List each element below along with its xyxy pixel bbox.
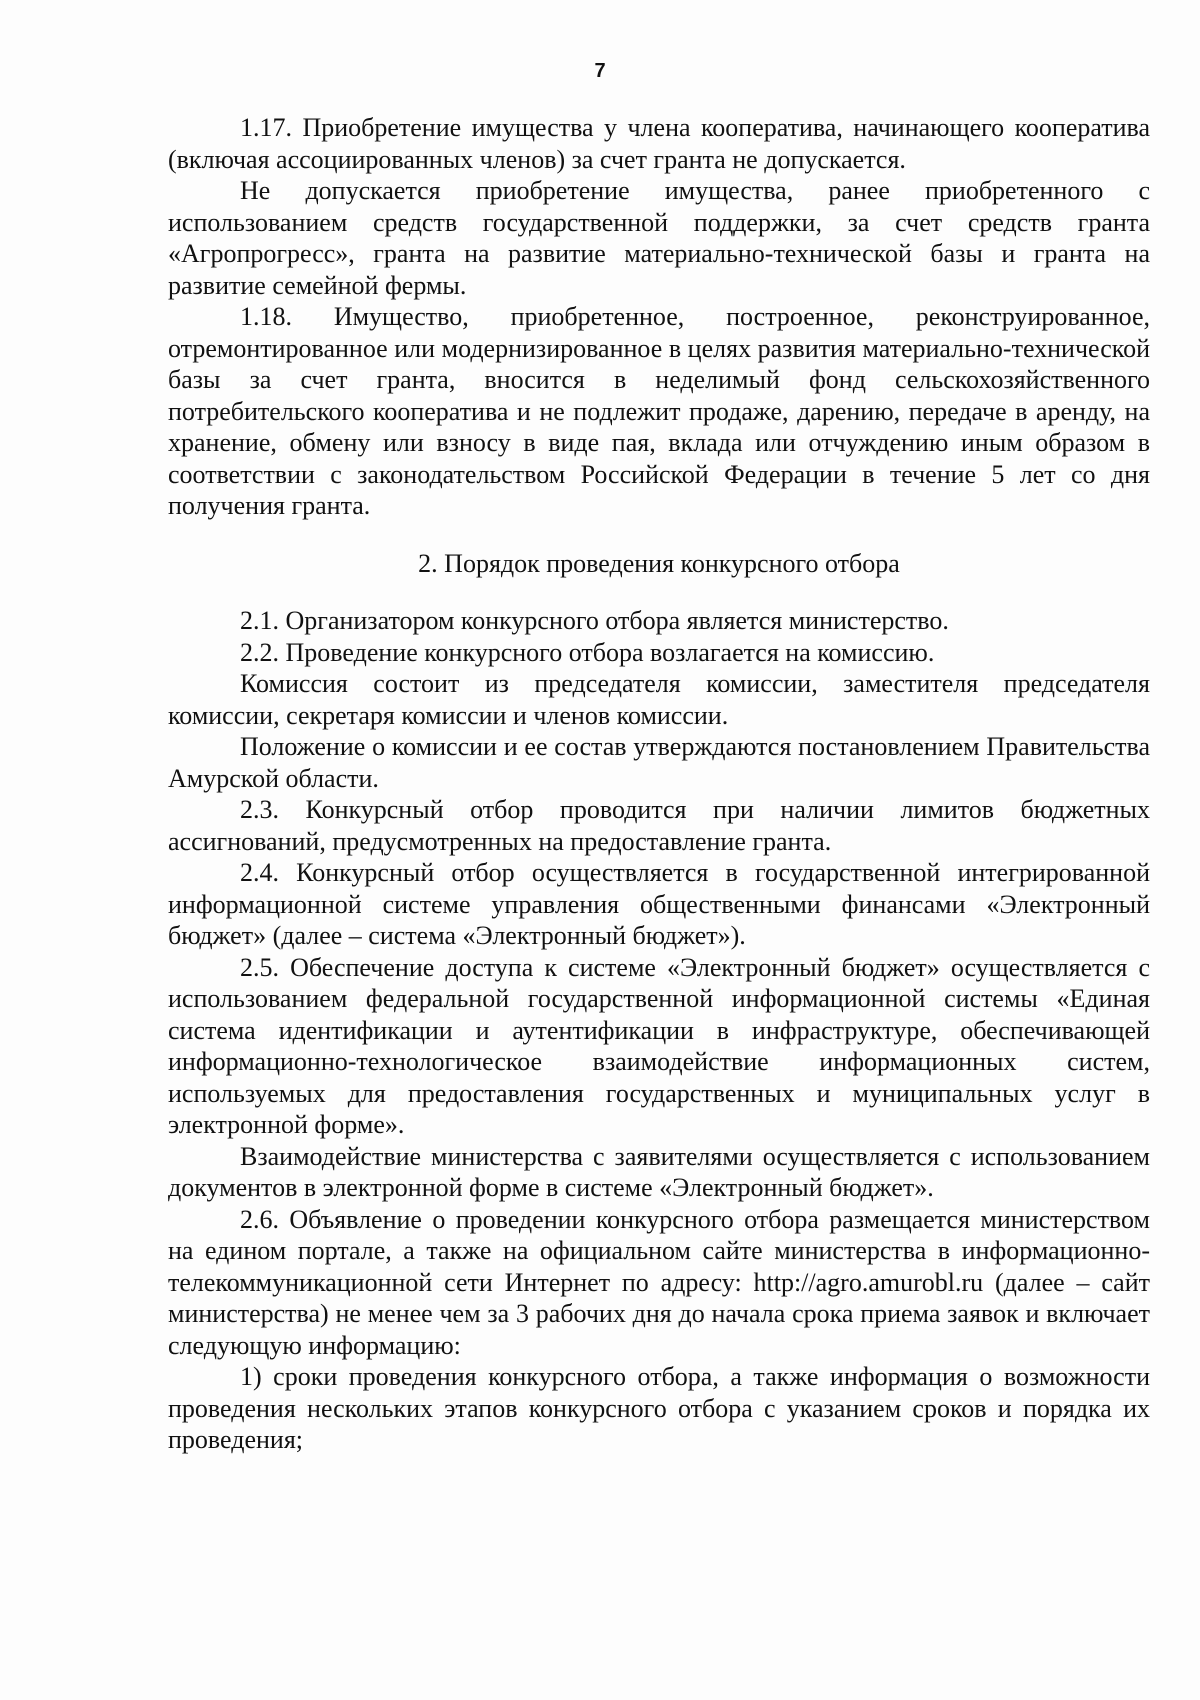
paragraph-interaction: Взаимодействие министерства с заявителями осуществляется с использованием документов в электронной форме в системе «Электронный бюджет». [168,1141,1150,1202]
list-item-1: 1) сроки проведения конкурсного отбора, а также информация о возможности проведения нескольких этапов конкурсного отбора с указанием сроков и порядка их проведения; [168,1362,1150,1454]
paragraph-2-1: 2.1. Организатором конкурсного отбора является министерство. [240,606,949,635]
paragraph-commission-composition: Комиссия состоит из председателя комиссии, заместителя председателя комиссии, секретаря комиссии и членов комиссии. [168,669,1150,730]
paragraph-1-17-cont: Не допускается приобретение имущества, ранее приобретенного с использованием средств государственной поддержки, за счет средств гранта «Агропрогресс», гранта на развитие материально-технической базы и гранта на развитие семейной фермы. [168,176,1150,300]
paragraph-2-6: 2.6. Объявление о проведении конкурсного отбора размещается министерством на едином портале, а также на официальном сайте министерства в информационно-телекоммуникационной сети Интернет по адресу: http://agro.amurobl.ru (далее – сайт министерства) не менее чем за 3 рабочих дня до начала срока приема заявок и включает следующую информацию: [168,1204,1150,1360]
page-number: 7 [594,60,606,82]
section-heading: 2. Порядок проведения конкурсного отбора [418,548,900,578]
paragraph-1-17: 1.17. Приобретение имущества у члена кооператива, начинающего кооператива (включая ассоциированных членов) за счет гранта не допускается. [168,113,1150,174]
paragraph-2-5: 2.5. Обеспечение доступа к системе «Электронный бюджет» осуществляется с использованием федеральной государственной информационной системы «Единая система идентификации и аутентификации в инфраструктуре, обеспечивающей информационно-технологическое взаимодействие информационных систем, используемых для предоставления государственных и муниципальных услуг в электронной форме». [168,952,1150,1139]
paragraph-2-3: 2.3. Конкурсный отбор проводится при наличии лимитов бюджетных ассигнований, предусмотренных на предоставление гранта. [168,795,1150,856]
paragraph-commission-regulation: Положение о комиссии и ее состав утверждаются постановлением Правительства Амурской области. [168,732,1150,793]
document-body [168,112,1150,1456]
paragraph-1-18: 1.18. Имущество, приобретенное, построенное, реконструированное, отремонтированное или модернизированное в целях развития материально-технической базы за счет гранта, вносится в неделимый фонд сельскохозяйственного потребительского кооператива и не подлежит продаже, дарению, передаче в аренду, на хранение, обмену или взносу в виде пая, вклада или отчуждению иным образом в соответствии с законодательством Российской Федерации в течение 5 лет со дня получения гранта. [168,302,1150,520]
paragraph-2-2: 2.2. Проведение конкурсного отбора возлагается на комиссию. [240,637,935,667]
paragraph-2-4: 2.4. Конкурсный отбор осуществляется в государственной интегрированной информационной системе управления общественными финансами «Электронный бюджет» (далее – система «Электронный бюджет»). [168,858,1150,950]
